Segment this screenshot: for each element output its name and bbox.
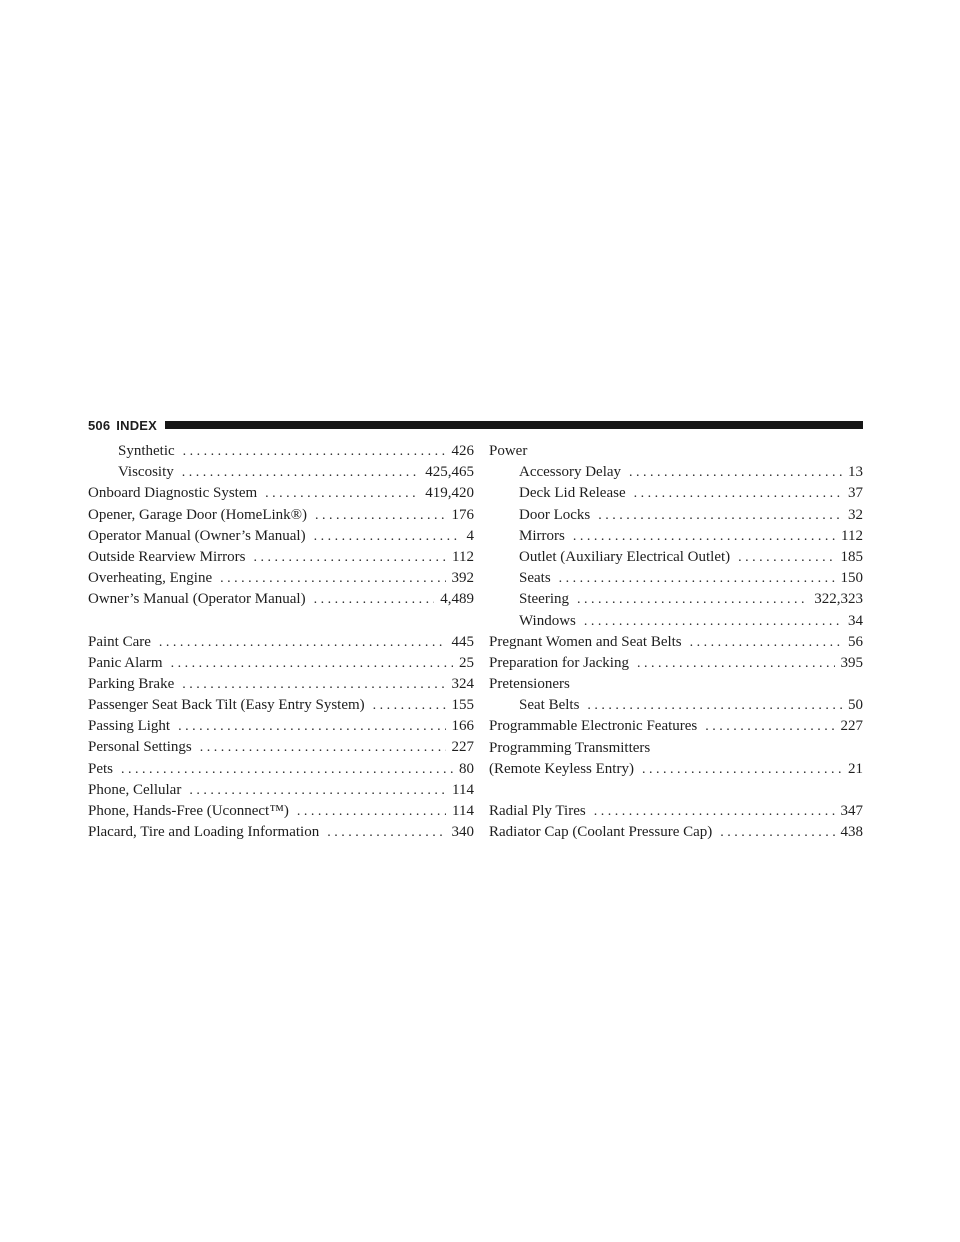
dot-leader xyxy=(200,737,446,758)
index-entry xyxy=(88,589,474,610)
index-heading: Pretensioners xyxy=(489,676,570,693)
index-heading: Power xyxy=(489,443,528,459)
entry-term: Mirrors xyxy=(519,527,565,544)
entry-term: Steering xyxy=(519,591,569,608)
dot-leader xyxy=(159,632,446,653)
entry-page: 392 xyxy=(451,570,474,587)
entry-page: 25 xyxy=(459,654,474,671)
entry-term: Overheating, Engine xyxy=(88,570,213,587)
index-entry xyxy=(88,526,474,547)
dot-leader xyxy=(253,547,446,568)
index-column-right xyxy=(489,441,863,843)
entry-page: 50 xyxy=(848,697,863,714)
entry-term: Passing Light xyxy=(88,718,171,735)
index-entry xyxy=(88,441,474,462)
index-entry xyxy=(88,653,474,674)
dot-leader xyxy=(629,462,842,483)
section-gap xyxy=(88,611,474,632)
dot-leader xyxy=(178,716,445,737)
entry-page: 426 xyxy=(451,443,474,459)
dot-leader xyxy=(314,589,435,610)
dot-leader xyxy=(587,695,842,716)
header-title: INDEX xyxy=(116,417,158,433)
entry-page: 80 xyxy=(459,760,474,777)
entry-term: Deck Lid Release xyxy=(519,485,626,502)
entry-page: 324 xyxy=(451,675,474,692)
dot-leader xyxy=(594,801,835,822)
entry-term: Preparation for Jacking xyxy=(489,654,629,671)
index-entry xyxy=(88,568,474,589)
index-entry xyxy=(88,780,474,801)
index-entry xyxy=(88,737,474,758)
entry-term: Phone, Cellular xyxy=(88,781,182,798)
entry-page: 32 xyxy=(848,506,863,523)
entry-page: 150 xyxy=(840,570,863,587)
dot-leader xyxy=(121,759,453,780)
entry-page: 13 xyxy=(848,464,863,481)
entry-page: 227 xyxy=(451,739,474,756)
entry-term: Outlet (Auxiliary Electrical Outlet) xyxy=(519,548,731,565)
dot-leader xyxy=(577,589,808,610)
index-entry xyxy=(489,822,863,843)
index-entry xyxy=(489,716,863,737)
dot-leader xyxy=(182,462,419,483)
entry-term: Placard, Tire and Loading Information xyxy=(88,824,320,841)
index-entry xyxy=(489,505,863,526)
page-number: 506 xyxy=(88,417,111,433)
entry-term: Accessory Delay xyxy=(519,464,622,481)
index-entry xyxy=(489,801,863,822)
entry-page: 185 xyxy=(840,548,863,565)
dot-leader xyxy=(573,526,835,547)
entry-page: 112 xyxy=(452,548,474,565)
entry-term: Radial Ply Tires xyxy=(489,803,586,819)
entry-term: Outside Rearview Mirrors xyxy=(88,548,246,565)
index-entry xyxy=(489,483,863,504)
index-entry xyxy=(88,695,474,716)
index-entry xyxy=(88,483,474,504)
dot-leader xyxy=(705,716,834,737)
header-label xyxy=(88,418,157,433)
index-entry xyxy=(489,462,863,483)
dot-leader xyxy=(297,801,446,822)
entry-term: Onboard Diagnostic System xyxy=(88,485,258,502)
dot-leader xyxy=(327,822,445,843)
entry-term: Pregnant Women and Seat Belts xyxy=(489,633,682,650)
page-header xyxy=(88,413,863,437)
index-heading: Programming Transmitters xyxy=(489,739,651,756)
entry-page: 112 xyxy=(841,527,863,544)
dot-leader xyxy=(189,780,446,801)
entry-term: (Remote Keyless Entry) xyxy=(489,760,634,777)
index-entry xyxy=(489,611,863,632)
entry-page: 56 xyxy=(848,633,863,650)
entry-page: 176 xyxy=(451,506,474,523)
dot-leader xyxy=(315,505,445,526)
index-entry xyxy=(88,674,474,695)
dot-leader xyxy=(637,653,835,674)
entry-page: 155 xyxy=(451,697,474,714)
entry-term: Synthetic xyxy=(118,443,175,459)
entry-term: Parking Brake xyxy=(88,675,175,692)
entry-page: 347 xyxy=(840,803,863,819)
entry-term: Viscosity xyxy=(118,464,174,481)
dot-leader xyxy=(220,568,445,589)
dot-leader xyxy=(183,441,446,462)
dot-leader xyxy=(720,822,834,843)
entry-page: 166 xyxy=(451,718,474,735)
dot-leader xyxy=(642,759,842,780)
entry-term: Seat Belts xyxy=(519,697,580,714)
entry-term: Opener, Garage Door (HomeLink®) xyxy=(88,506,308,523)
entry-page: 4 xyxy=(466,527,474,544)
dot-leader xyxy=(265,483,419,504)
index-entry xyxy=(489,653,863,674)
entry-term: Panic Alarm xyxy=(88,654,163,671)
index-entry xyxy=(489,526,863,547)
index-entry xyxy=(88,822,474,843)
entry-term: Owner’s Manual (Operator Manual) xyxy=(88,591,306,608)
entry-term: Phone, Hands-Free (Uconnect™) xyxy=(88,803,289,819)
dot-leader xyxy=(634,483,842,504)
entry-page: 438 xyxy=(840,824,863,841)
entry-page: 114 xyxy=(452,803,474,819)
entry-term: Paint Care xyxy=(88,633,151,650)
dot-leader xyxy=(559,568,835,589)
entry-page: 227 xyxy=(840,718,863,735)
entry-page: 37 xyxy=(848,485,863,502)
section-gap xyxy=(489,780,863,801)
index-entry xyxy=(489,632,863,653)
dot-leader xyxy=(690,632,842,653)
entry-term: Door Locks xyxy=(519,506,591,523)
entry-term: Personal Settings xyxy=(88,739,192,756)
dot-leader xyxy=(182,674,445,695)
index-entry xyxy=(88,716,474,737)
index-entry xyxy=(88,547,474,568)
dot-leader xyxy=(373,695,446,716)
entry-term: Windows xyxy=(519,612,576,629)
dot-leader xyxy=(314,526,461,547)
entry-page: 340 xyxy=(451,824,474,841)
index-entry xyxy=(88,801,474,822)
index-entry xyxy=(489,547,863,568)
index-column-left xyxy=(88,441,474,843)
index-entry xyxy=(88,505,474,526)
dot-leader xyxy=(584,611,842,632)
entry-page: 445 xyxy=(451,633,474,650)
index-entry xyxy=(489,759,863,780)
entry-term: Seats xyxy=(519,570,551,587)
index-entry xyxy=(88,759,474,780)
entry-term: Programmable Electronic Features xyxy=(489,718,698,735)
entry-page: 21 xyxy=(848,760,863,777)
entry-term: Pets xyxy=(88,760,114,777)
entry-term: Operator Manual (Owner’s Manual) xyxy=(88,527,306,544)
entry-term: Passenger Seat Back Tilt (Easy Entry System) xyxy=(88,697,365,714)
entry-page: 419,420 xyxy=(425,485,474,502)
entry-page: 395 xyxy=(840,654,863,671)
entry-page: 4,489 xyxy=(440,591,474,608)
dot-leader xyxy=(171,653,453,674)
dot-leader xyxy=(738,547,834,568)
index-entry xyxy=(489,695,863,716)
header-rule xyxy=(165,421,863,429)
entry-page: 322,323 xyxy=(814,591,863,608)
entry-page: 34 xyxy=(848,612,863,629)
entry-page: 425,465 xyxy=(425,464,474,481)
index-entry xyxy=(489,589,863,610)
dot-leader xyxy=(598,505,842,526)
index-entry xyxy=(88,632,474,653)
entry-term: Radiator Cap (Coolant Pressure Cap) xyxy=(489,824,713,841)
entry-page: 114 xyxy=(452,781,474,798)
index-entry xyxy=(88,462,474,483)
index-entry xyxy=(489,568,863,589)
